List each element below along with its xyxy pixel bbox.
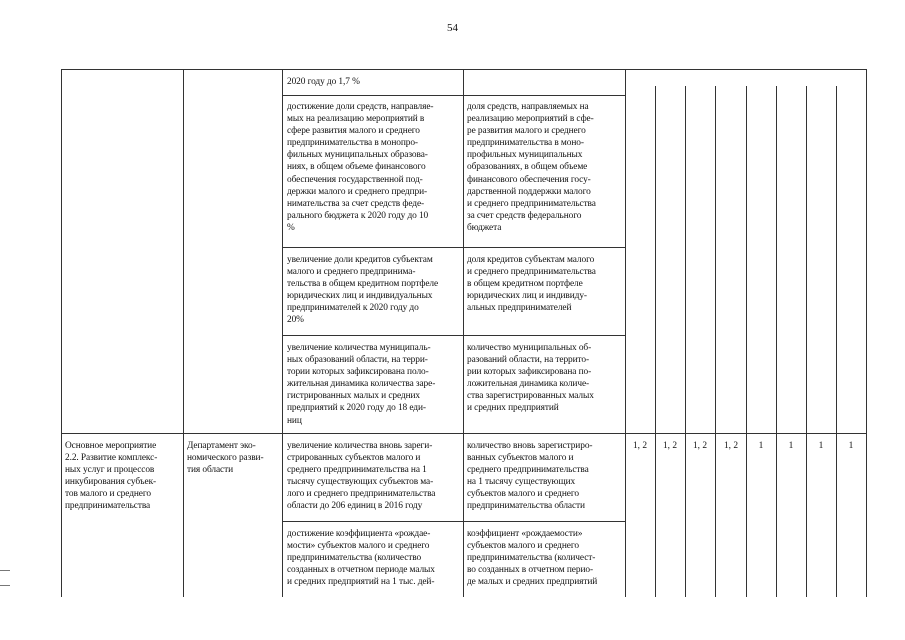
executor-cell: Департамент эко- номического разви- тия области [187, 441, 264, 476]
year-mark-cell: 1, 2 [662, 441, 678, 451]
column-divider [715, 86, 716, 597]
indicator-goal-cell: достижение коэффициента «рождае- мости» субъектов малого и среднего предпринимательства (количество созданных в отчетном периоде малых и средних предприятий на 1 тыс. дей- [287, 529, 435, 588]
indicator-name-cell: количество муниципальных об- разований области, на террито- рии которых зафиксирована по- ложительная динамика количе- ства зарегистрированных малых и средних предприятий [467, 343, 594, 414]
row-divider [283, 95, 625, 96]
activity-name-cell: Основное мероприятие 2.2. Развитие комплекс- ных услуг и процессов инкубирования субъек- тов малого и среднего предпринимательства [65, 441, 158, 512]
year-mark-cell: 1 [758, 441, 764, 451]
column-divider [463, 69, 464, 597]
column-divider [776, 86, 777, 597]
table-left-border [61, 69, 62, 597]
year-mark-cell: 1 [788, 441, 794, 451]
scan-edge-mark [0, 570, 10, 571]
column-divider [746, 86, 747, 597]
year-mark-cell: 1 [848, 441, 854, 451]
column-divider [282, 69, 283, 597]
table-top-border [61, 69, 867, 70]
page-number: 54 [447, 22, 458, 34]
indicator-name-cell: доля кредитов субъектам малого и среднего предпринимательства в общем кредитном портфеле юридических лиц и индивиду- альных предпринимателей [467, 255, 596, 314]
indicator-goal-cell: увеличение количества муниципаль- ных образований области, на терри- тории которых зафиксирована поло- жительная динамика количества заре- гистрированных малых и средних предприятий к 2020 году до 18 еди- ниц [287, 343, 436, 426]
column-divider [183, 69, 184, 597]
scan-edge-mark [0, 585, 10, 586]
row-divider [283, 335, 625, 336]
column-divider [806, 86, 807, 597]
column-divider [655, 86, 656, 597]
indicator-name-cell: количество вновь зарегистриро- ванных субъектов малого и среднего предпринимательства на 1 тысячу существующих субъектов малого и среднего предпринимательства области [467, 441, 593, 512]
row-divider [283, 247, 625, 248]
year-mark-cell: 1, 2 [632, 441, 648, 451]
column-divider [625, 69, 626, 597]
column-divider [685, 86, 686, 597]
table-right-border [866, 69, 867, 597]
column-divider [836, 86, 837, 597]
indicator-goal-cell: увеличение количества вновь зареги- стрированных субъектов малого и среднего предпринимательства на 1 тысячу существующих субъектов ма- лого и среднего предпринимательства области до 206 единиц в 2016 году [287, 441, 436, 512]
indicator-name-cell: доля средств, направляемых на реализацию мероприятий в сфе- ре развития малого и среднего предпринимательства в моно- профильных муниципальных образованиях, в общем объеме финансового обеспечения госу- дарственной поддержки малого и среднего предпринимательства за счет средств федерального бюджета [467, 102, 596, 233]
row-divider [283, 521, 625, 522]
indicator-goal-cell: увеличение доли кредитов субъектам малого и среднего предпринима- тельства в общем кредитном портфеле юридических лиц и индивидуальных предпринимателей к 2020 году до 20% [287, 255, 439, 326]
year-mark-cell: 1, 2 [692, 441, 708, 451]
row-divider [62, 433, 867, 434]
year-mark-cell: 1, 2 [723, 441, 739, 451]
year-mark-cell: 1 [818, 441, 824, 451]
indicator-goal-cell: достижение доли средств, направляе- мых на реализацию мероприятий в сфере развития малого и среднего предпринимательства в монопро- фильных муниципальных образова- ниях, в общем объеме финансового обеспечения государственной под- держки малого и среднего предпри- нимательства за счет средств феде- рального бюджета к 2020 году до 10 % [287, 102, 434, 233]
indicator-name-cell: коэффициент «рождаемости» субъектов малого и среднего предпринимательства (количест- во созданных в отчетном перио- де малых и средних предприятий [467, 529, 598, 588]
indicator-goal-cell: 2020 году до 1,7 % [287, 77, 360, 87]
